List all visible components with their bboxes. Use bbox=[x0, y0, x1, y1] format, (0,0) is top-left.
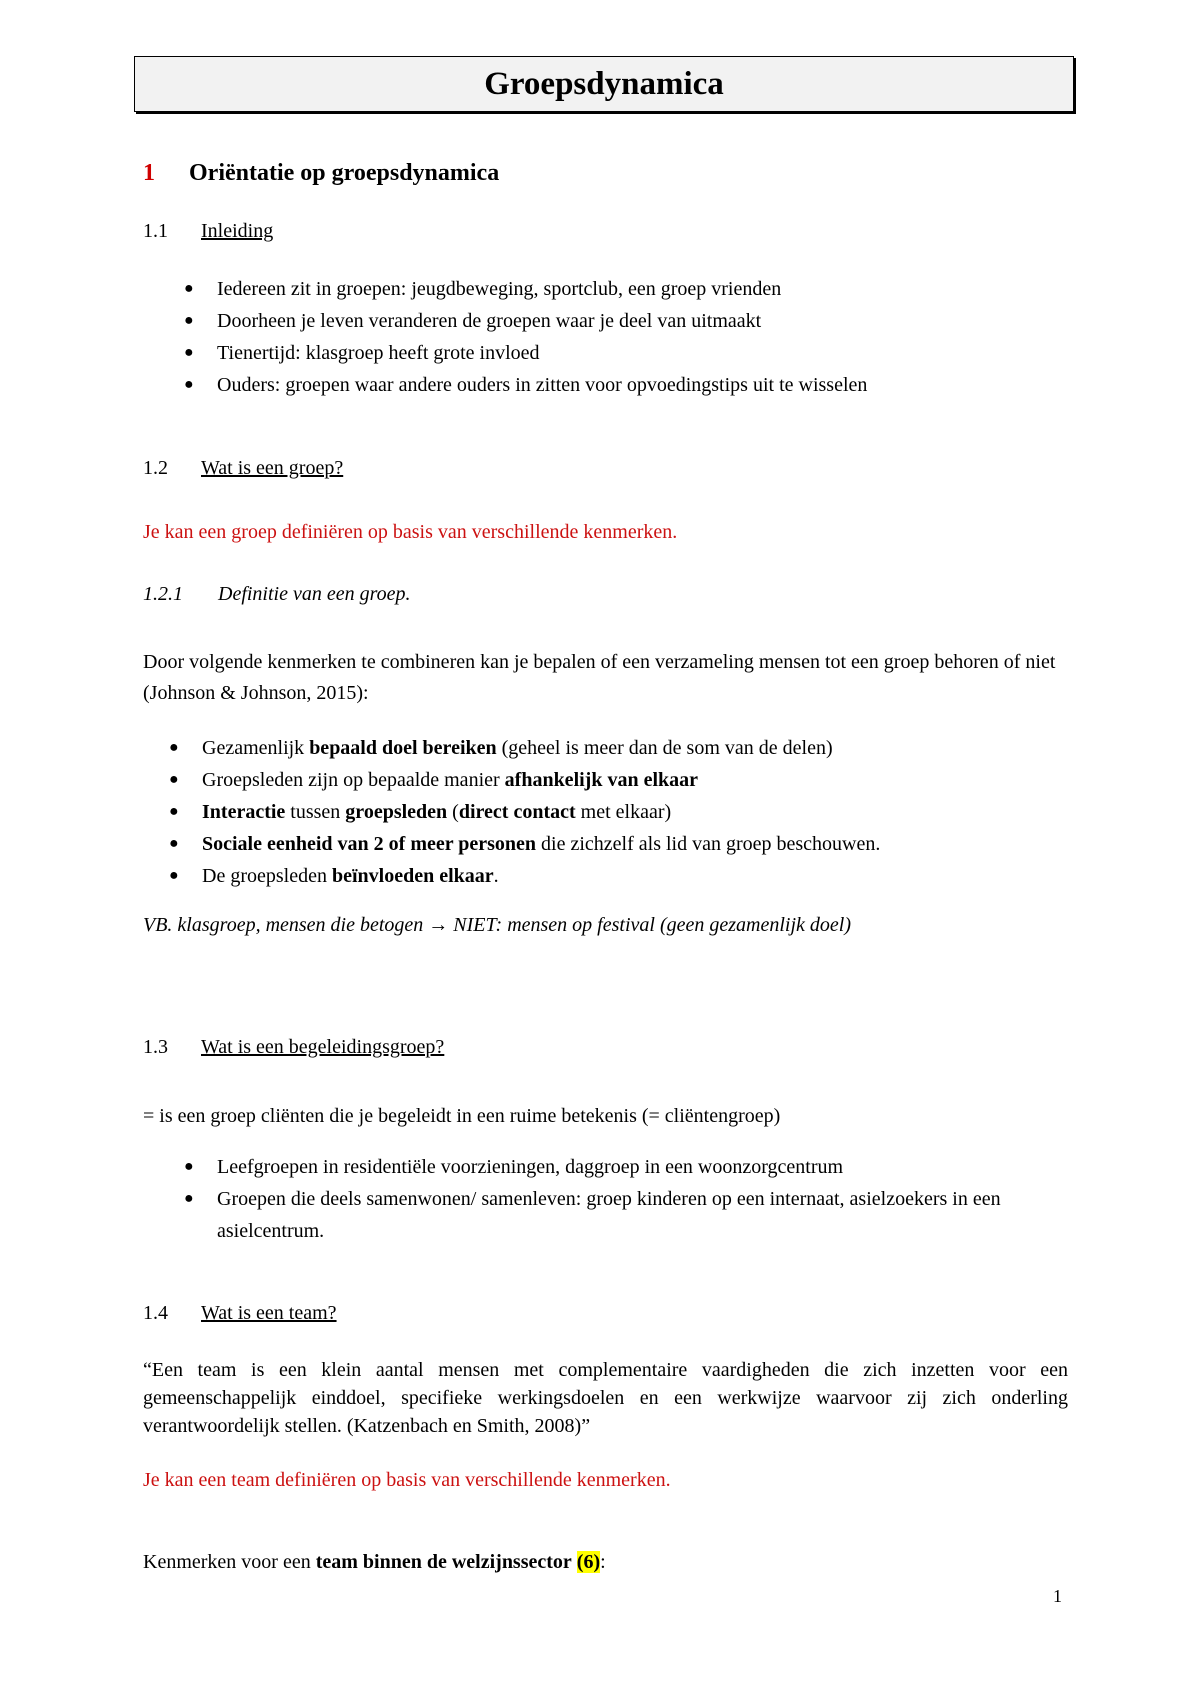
section-number: 1.2 bbox=[143, 457, 168, 479]
list-item: ● Gezamenlijk bepaald doel bereiken (geheel is meer dan de som van de delen) bbox=[202, 732, 880, 764]
list-item: ● Interactie tussen groepsleden (direct contact met elkaar) bbox=[202, 796, 880, 828]
section-title: Inleiding bbox=[201, 220, 274, 242]
list-item: ● Iedereen zit in groepen: jeugdbeweging, sportclub, een groep vrienden bbox=[217, 273, 867, 305]
bullet-icon: ● bbox=[169, 867, 179, 884]
list-item: ● Groepen die deels samenwonen/ samenleven: groep kinderen op een internaat, asielzoekers in een asielcentrum. bbox=[217, 1183, 1017, 1247]
list-item: ● Ouders: groepen waar andere ouders in zitten voor opvoedingstips uit te wisselen bbox=[217, 369, 867, 401]
kenmerken-team-line: Kenmerken voor een team binnen de welzijnssector (6): bbox=[143, 1551, 606, 1573]
section-title: Wat is een begeleidingsgroep? bbox=[201, 1036, 445, 1058]
bullet-icon: ● bbox=[184, 312, 194, 329]
chapter-title: Oriëntatie op groepsdynamica bbox=[189, 160, 500, 186]
section-heading-1-3 bbox=[143, 1036, 444, 1059]
list-item: ● De groepsleden beïnvloeden elkaar. bbox=[202, 860, 880, 892]
bullet-icon: ● bbox=[184, 280, 194, 297]
highlight-count: (6) bbox=[576, 1551, 601, 1573]
list-item: ● Doorheen je leven veranderen de groepen waar je deel van uitmaakt bbox=[217, 305, 867, 337]
begeleidingsgroep-list bbox=[184, 1151, 1017, 1247]
arrow-icon: → bbox=[428, 914, 449, 936]
page-number: 1 bbox=[1053, 1586, 1062, 1606]
list-item: ● Leefgroepen in residentiële voorzieningen, daggroep in een woonzorgcentrum bbox=[217, 1151, 1017, 1183]
team-quote: “Een team is een klein aantal mensen met complementaire vaardigheden die zich inzetten voor een gemeenschappelijk einddoel, specifieke werkingsdoelen en een werkwijze waarvoor zij zich onderling verantwoordelijk stellen. (Katzenbach en Smith, 2008)” bbox=[143, 1359, 1068, 1437]
section-heading-1-2 bbox=[143, 457, 343, 480]
bullet-icon: ● bbox=[184, 1158, 194, 1175]
bullet-icon: ● bbox=[169, 803, 179, 820]
section-title: Wat is een team? bbox=[201, 1302, 337, 1324]
subsection-number: 1.2.1 bbox=[143, 583, 183, 605]
chapter-number: 1 bbox=[143, 160, 155, 186]
section-title: Wat is een groep? bbox=[201, 457, 344, 479]
bullet-icon: ● bbox=[169, 835, 179, 852]
red-note-groep: Je kan een groep definiëren op basis van verschillende kenmerken. bbox=[143, 521, 678, 543]
bullet-icon: ● bbox=[169, 771, 179, 788]
list-item: ● Groepsleden zijn op bepaalde manier afhankelijk van elkaar bbox=[202, 764, 880, 796]
list-item: ● Sociale eenheid van 2 of meer personen die zichzelf als lid van groep beschouwen. bbox=[202, 828, 880, 860]
bullet-icon: ● bbox=[184, 376, 194, 393]
section-heading-1-1 bbox=[143, 220, 273, 243]
list-item: ● Tienertijd: klasgroep heeft grote invloed bbox=[217, 337, 867, 369]
chapter-heading bbox=[143, 160, 499, 187]
bullet-icon: ● bbox=[184, 344, 194, 361]
section-heading-1-4 bbox=[143, 1302, 337, 1325]
document-title: Groepsdynamica bbox=[134, 56, 1074, 112]
begeleidingsgroep-definition: = is een groep cliënten die je begeleidt in een ruime betekenis (= cliëntengroep) bbox=[143, 1105, 781, 1127]
section-number: 1.4 bbox=[143, 1302, 168, 1324]
inleiding-list bbox=[184, 273, 868, 401]
bullet-icon: ● bbox=[169, 739, 179, 756]
red-note-team: Je kan een team definiëren op basis van verschillende kenmerken. bbox=[143, 1469, 671, 1491]
example-line: VB. klasgroep, mensen die betogen → NIET: mensen op festival (geen gezamenlijk doel) bbox=[143, 914, 851, 936]
kenmerken-groep-list bbox=[169, 732, 881, 892]
definition-intro: Door volgende kenmerken te combineren kan je bepalen of een verzameling mensen tot een groep behoren of niet (Johnson & Johnson, 2015): bbox=[143, 651, 1056, 704]
subsection-title: Definitie van een groep. bbox=[218, 583, 411, 605]
subsection-heading-1-2-1 bbox=[143, 583, 411, 606]
section-number: 1.3 bbox=[143, 1036, 168, 1058]
bullet-icon: ● bbox=[184, 1190, 194, 1207]
section-number: 1.1 bbox=[143, 220, 168, 242]
